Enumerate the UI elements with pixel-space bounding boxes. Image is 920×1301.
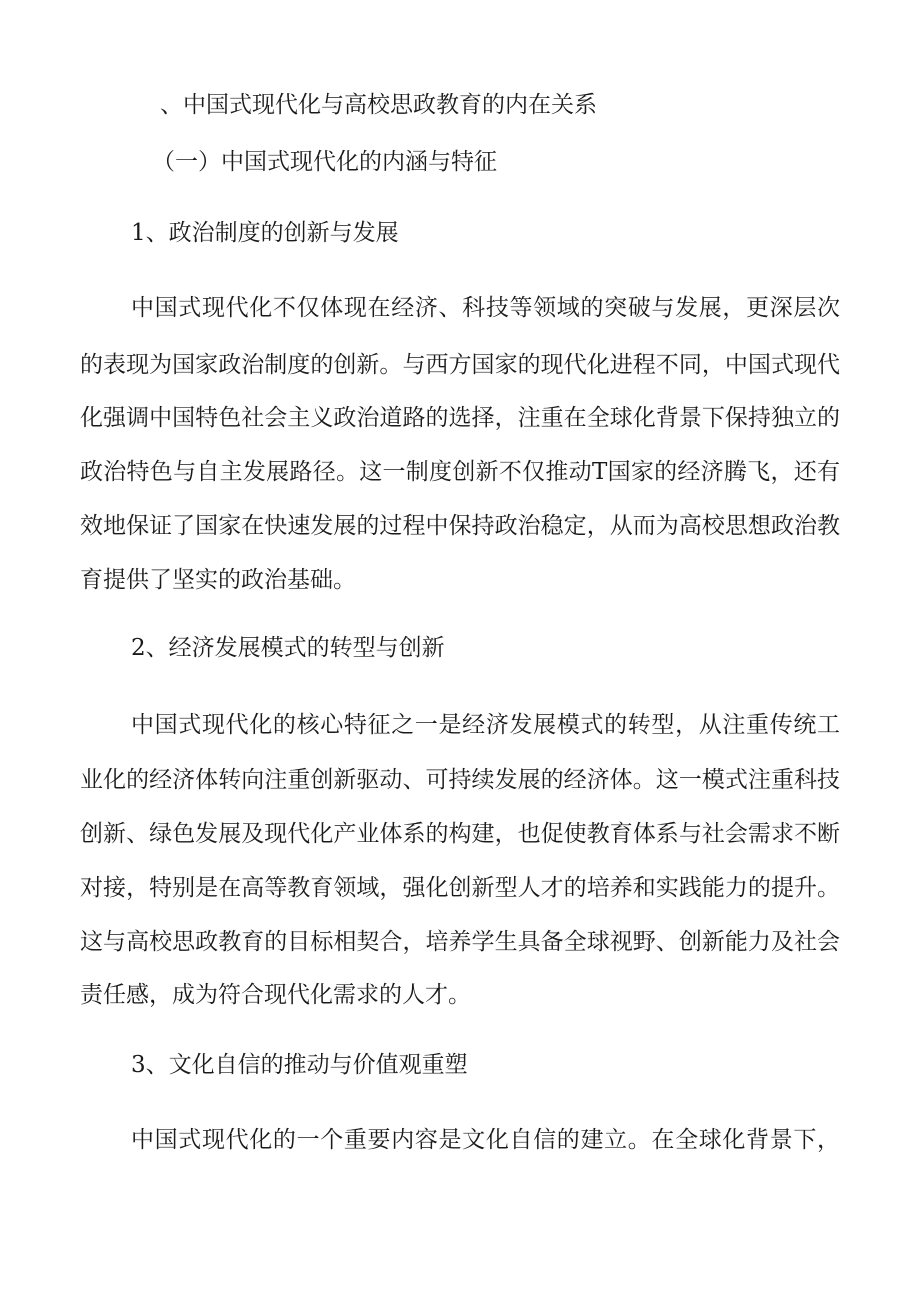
paragraph-line: 化强调中国特色社会主义政治道路的选择，注重在全球化背景下保持独立的 bbox=[80, 405, 840, 431]
paragraph-line: 育提供了坚实的政治基础。 bbox=[80, 567, 356, 593]
paragraph-line: 责任感，成为符合现代化需求的人才。 bbox=[80, 982, 471, 1008]
paragraph-line: 政治特色与自主发展路径。这一制度创新不仅推动T国家的经济腾飞，还有 bbox=[80, 459, 840, 485]
paragraph-line: 的表现为国家政治制度的创新。与西方国家的现代化进程不同，中国式现代 bbox=[80, 352, 840, 378]
paragraph-line: 中国式现代化不仅体现在经济、科技等领域的突破与发展，更深层次 bbox=[131, 295, 840, 321]
item-3-heading: 3、文化自信的推动与价值观重塑 bbox=[131, 1052, 468, 1078]
paragraph-line: 中国式现代化的核心特征之一是经济发展模式的转型，从注重传统工 bbox=[131, 712, 840, 738]
paragraph-line: 效地保证了国家在快速发展的过程中保持政治稳定，从而为高校思想政治教 bbox=[80, 513, 840, 539]
paragraph-line: 这与高校思政教育的目标相契合，培养学生具备全球视野、创新能力及社会 bbox=[80, 929, 840, 955]
paragraph-line: 业化的经济体转向注重创新驱动、可持续发展的经济体。这一模式注重科技 bbox=[80, 767, 840, 793]
section-title: 、中国式现代化与高校思政教育的内在关系 bbox=[160, 92, 597, 118]
item-2-heading: 2、经济发展模式的转型与创新 bbox=[131, 635, 445, 661]
paragraph-line: 创新、绿色发展及现代化产业体系的构建，也促使教育体系与社会需求不断 bbox=[80, 821, 840, 847]
item-1-heading: 1、政治制度的创新与发展 bbox=[131, 220, 399, 246]
paragraph-line: 对接，特别是在高等教育领域，强化创新型人才的培养和实践能力的提升。 bbox=[80, 875, 840, 901]
subsection-title: （一）中国式现代化的内涵与特征 bbox=[152, 149, 497, 175]
paragraph-line: 中国式现代化的一个重要内容是文化自信的建立。在全球化背景下， bbox=[131, 1127, 840, 1153]
